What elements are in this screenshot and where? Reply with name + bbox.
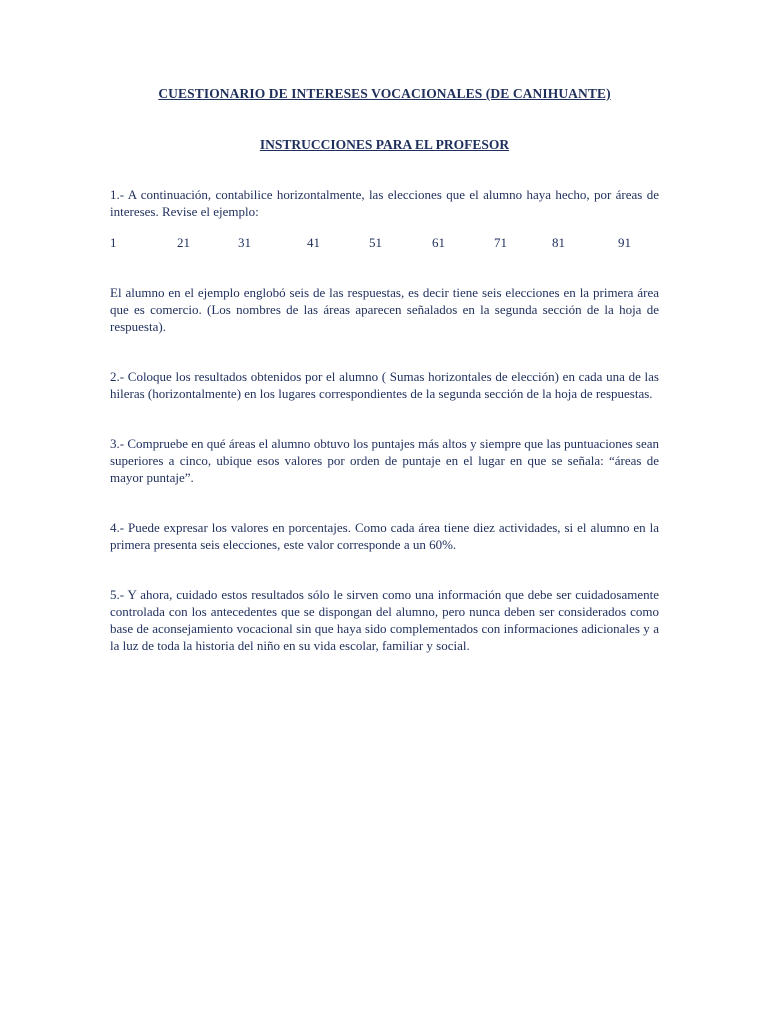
example-number: 81 <box>552 235 565 250</box>
example-number: 71 <box>494 235 507 250</box>
document-page <box>110 84 659 654</box>
instruction-paragraph-5: 5.- Y ahora, cuidado estos resultados sólo le sirven como una información que debe ser cuidadosamente controlada con los antecedentes que se dispongan del alumno, pero nunca deben ser considerados como base de aconsejamiento vocacional sin que haya sido complementados con informaciones adicionales y a la luz de toda la historia del niño en su vida escolar, familiar y social. <box>110 587 659 653</box>
example-number: 21 <box>177 235 190 250</box>
document-title: CUESTIONARIO DE INTERESES VOCACIONALES (DE CANIHUANTE) <box>158 86 611 101</box>
example-number: 61 <box>432 235 445 250</box>
example-number: 1 <box>110 235 117 250</box>
example-number: 41 <box>307 235 320 250</box>
example-explanation-paragraph: El alumno en el ejemplo englobó seis de las respuestas, es decir tiene seis elecciones en la primera área que es comercio. (Los nombres de las áreas aparecen señalados en la segunda sección de la hoja de respuesta). <box>110 285 659 334</box>
instruction-paragraph-1: 1.- A continuación, contabilice horizontalmente, las elecciones que el alumno haya hecho, por áreas de intereses. Revise el ejemplo: <box>110 187 659 219</box>
instruction-paragraph-4: 4.- Puede expresar los valores en porcentajes. Como cada área tiene diez actividades, si el alumno en la primera presenta seis elecciones, este valor corresponde a un 60%. <box>110 520 659 552</box>
example-number: 51 <box>369 235 382 250</box>
instruction-paragraph-3: 3.- Compruebe en qué áreas el alumno obtuvo los puntajes más altos y siempre que las puntuaciones sean superiores a cinco, ubique esos valores por orden de puntaje en el lugar en que se señala: “áreas de mayor puntaje”. <box>110 436 659 485</box>
example-number: 91 <box>618 235 631 250</box>
document-subtitle: INSTRUCCIONES PARA EL PROFESOR <box>259 137 510 152</box>
example-numbers-row <box>110 234 640 251</box>
instruction-paragraph-2: 2.- Coloque los resultados obtenidos por el alumno ( Sumas horizontales de elección) en cada una de las hileras (horizontalmente) en los lugares correspondientes de la segunda sección de la hoja de respuestas. <box>110 369 659 401</box>
example-number: 31 <box>238 235 251 250</box>
